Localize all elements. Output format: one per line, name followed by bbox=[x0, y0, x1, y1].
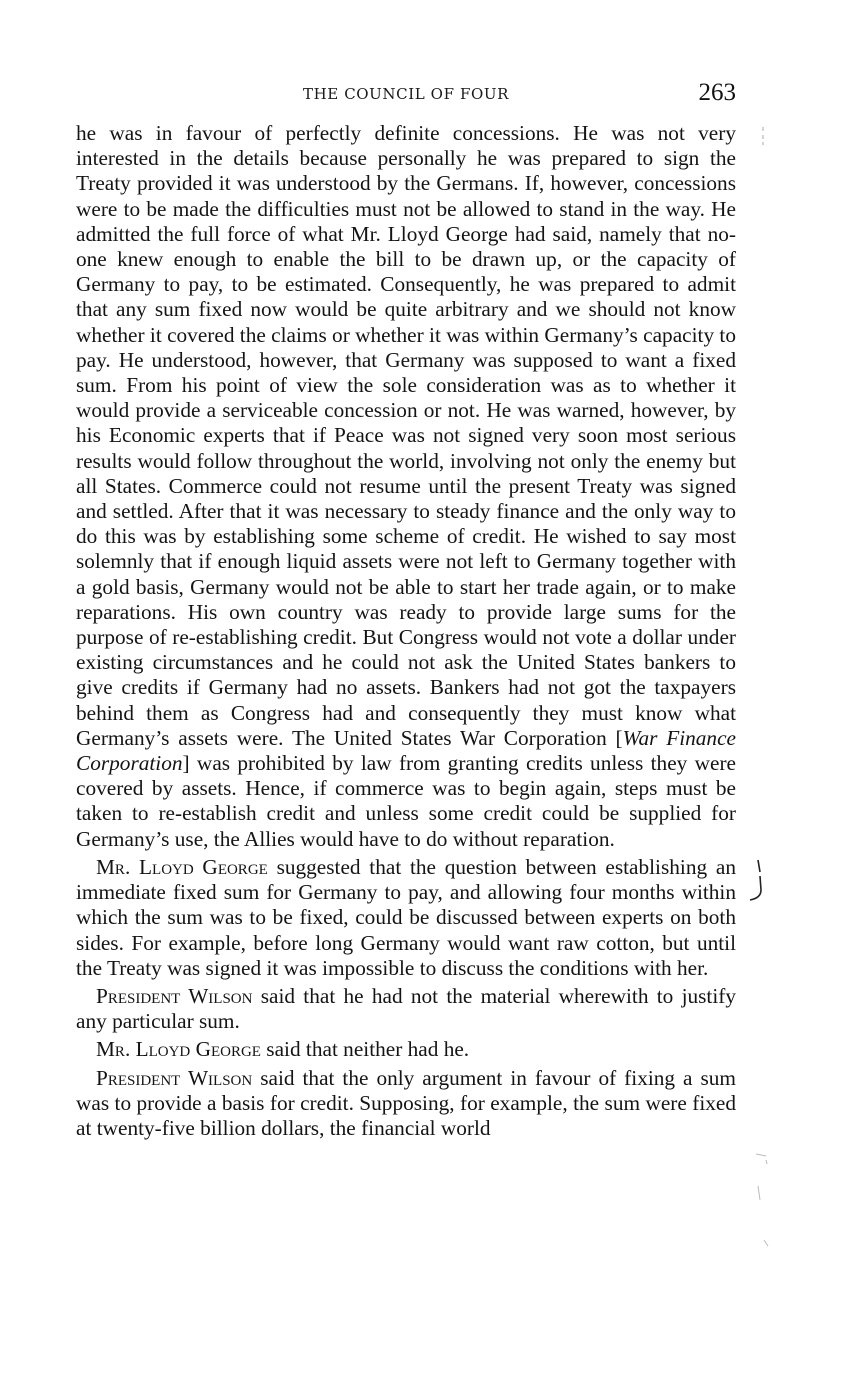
paragraph-lloyd-george-suggestion bbox=[76, 855, 736, 981]
paragraph-text: said that neither had he. bbox=[260, 1037, 470, 1062]
paragraph-text-continued: ] was prohibited by law from granting credits unless they were covered by assets. Hence, if commerce was to begin again, steps must be taken to re-establish credit and unless some credit could be supplied for Germany’s use, the Allies would have to do without reparation. bbox=[76, 751, 736, 851]
margin-tick-mark bbox=[758, 125, 768, 147]
speaker-name: President Wilson bbox=[96, 1065, 253, 1090]
body-text bbox=[76, 121, 736, 1141]
paragraph-text: he was in favour of perfectly definite concessions. He was not very interested in the details because personally he was prepared to sign the Treaty provided it was understood by the Germans. If, however, concessions were to be made the difficulties must not be allowed to stand in the way. He admitted the full force of what Mr. Lloyd George had said, namely that no-one knew enough to enable the bill to be drawn up, or the capacity of Germany to pay, to be estimated. Consequently, he was prepared to admit that any sum fixed now would be quite arbitrary and we should not know whether it covered the claims or whether it was within Germany’s capacity to pay. He understood, however, that Germany was supposed to want a fixed sum. From his point of view the sole consideration was as to whether it would provide a serviceable concession or not. He was warned, however, by his Economic experts that if Peace was not signed very soon most serious results would follow throughout the world, involving not only the enemy but all States. Commerce could not resume until the present Treaty was signed and settled. After that it was necessary to steady finance and the only way to do this was by establishing some scheme of credit. He wished to say most solemnly that if enough liquid assets were not left to Germany together with a gold basis, Germany would not be able to start her trade again, or to make reparations. His own country was ready to provide large sums for the purpose of re-establishing credit. But Congress would not vote a dollar under existing circumstances and he could not ask the United States bankers to give credits if Germany had no assets. Bankers had not got the taxpayers behind them as Congress had and consequently they must know what Germany’s assets were. The United States War Corporation [ bbox=[76, 121, 736, 750]
paragraph-wilson-argument bbox=[76, 1066, 736, 1142]
paragraph-text: suggested that the question between establishing an immediate fixed sum for Germany to pay, and allowing four months within which the sum was to be fixed, could be discussed between experts on both sides. For example, before long Germany would want raw cotton, but until the Treaty was signed it was impossible to discuss the conditions with her. bbox=[76, 854, 736, 980]
speaker-name: Mr. Lloyd George bbox=[96, 854, 268, 879]
paragraph-text: said that he had not the material wherewith to justify any particular sum. bbox=[76, 983, 737, 1034]
speaker-name: President Wilson bbox=[96, 983, 253, 1008]
page-header bbox=[76, 79, 736, 108]
margin-tick-mark-lower bbox=[752, 1150, 772, 1250]
margin-bracket-mark bbox=[744, 858, 768, 908]
paragraph-text: said that the only argument in favour of fixing a sum was to provide a basis for credit. Supposing, for example, the sum were fixed at twenty-five billion dollars, the financial world bbox=[76, 1065, 736, 1140]
speaker-name: Mr. Lloyd George bbox=[96, 1037, 261, 1062]
paragraph-lloyd-george-reply bbox=[76, 1037, 736, 1062]
paragraph-wilson-statement bbox=[76, 121, 736, 852]
running-head: THE COUNCIL OF FOUR bbox=[303, 85, 509, 103]
italic-note: War Finance Corporation bbox=[76, 725, 736, 776]
page-number: 263 bbox=[698, 79, 736, 106]
paragraph-wilson-material bbox=[76, 984, 736, 1034]
